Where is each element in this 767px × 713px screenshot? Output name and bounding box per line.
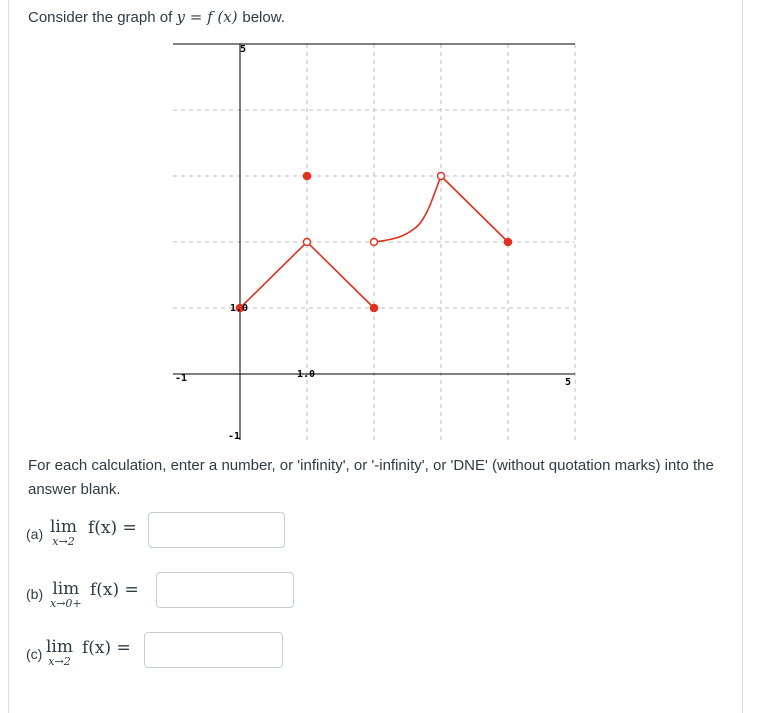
intro-math: y = f (x) bbox=[176, 8, 238, 26]
filled-point bbox=[303, 172, 311, 180]
part-a-expression: f(x) = bbox=[88, 518, 137, 538]
part-a bbox=[26, 512, 326, 552]
part-b-expression: f(x) = bbox=[90, 580, 139, 600]
tick-label-y-one: 1.0 bbox=[230, 303, 249, 314]
part-b-limit bbox=[50, 580, 82, 610]
tick-label-x-min: -1 bbox=[175, 373, 188, 384]
graph-segment bbox=[240, 242, 307, 308]
part-b bbox=[26, 572, 326, 612]
intro-suffix: below. bbox=[242, 9, 285, 26]
open-point bbox=[304, 239, 311, 246]
part-a-answer-input[interactable] bbox=[148, 512, 285, 548]
part-c-letter: (c) bbox=[26, 646, 43, 662]
limit-approach: x→2 bbox=[48, 655, 71, 668]
limit-approach: x→2 bbox=[52, 535, 75, 548]
part-c-limit bbox=[46, 638, 73, 668]
part-c-answer-input[interactable] bbox=[144, 632, 283, 668]
intro-text: Consider the graph of bbox=[28, 9, 173, 26]
lim-word: lim bbox=[50, 517, 77, 537]
function-graph bbox=[172, 38, 577, 448]
graph-curve bbox=[374, 176, 441, 242]
question-intro bbox=[28, 8, 285, 26]
part-c bbox=[26, 632, 326, 672]
limit-approach: x→0+ bbox=[50, 597, 82, 610]
part-a-letter: (a) bbox=[26, 526, 44, 542]
part-b-letter: (b) bbox=[26, 586, 44, 602]
filled-point bbox=[370, 304, 378, 312]
part-a-limit bbox=[50, 518, 77, 548]
tick-label-x-max: 5 bbox=[565, 377, 572, 388]
tick-label-y-max: 5 bbox=[240, 44, 247, 55]
filled-point bbox=[504, 238, 512, 246]
graph-segment bbox=[441, 176, 508, 242]
instructions-text: For each calculation, enter a number, or 'infinity', or '-infinity', or 'DNE' (without quotation marks) into the answer blank. bbox=[28, 457, 714, 498]
lim-word: lim bbox=[52, 579, 80, 599]
open-point bbox=[438, 173, 445, 180]
open-point bbox=[371, 239, 378, 246]
lim-word: lim bbox=[46, 637, 73, 657]
tick-label-x-one: 1.0 bbox=[297, 369, 316, 380]
graph-segment bbox=[307, 242, 374, 308]
part-b-answer-input[interactable] bbox=[156, 572, 294, 608]
part-c-expression: f(x) = bbox=[82, 638, 131, 658]
tick-label-y-min: -1 bbox=[228, 431, 241, 442]
